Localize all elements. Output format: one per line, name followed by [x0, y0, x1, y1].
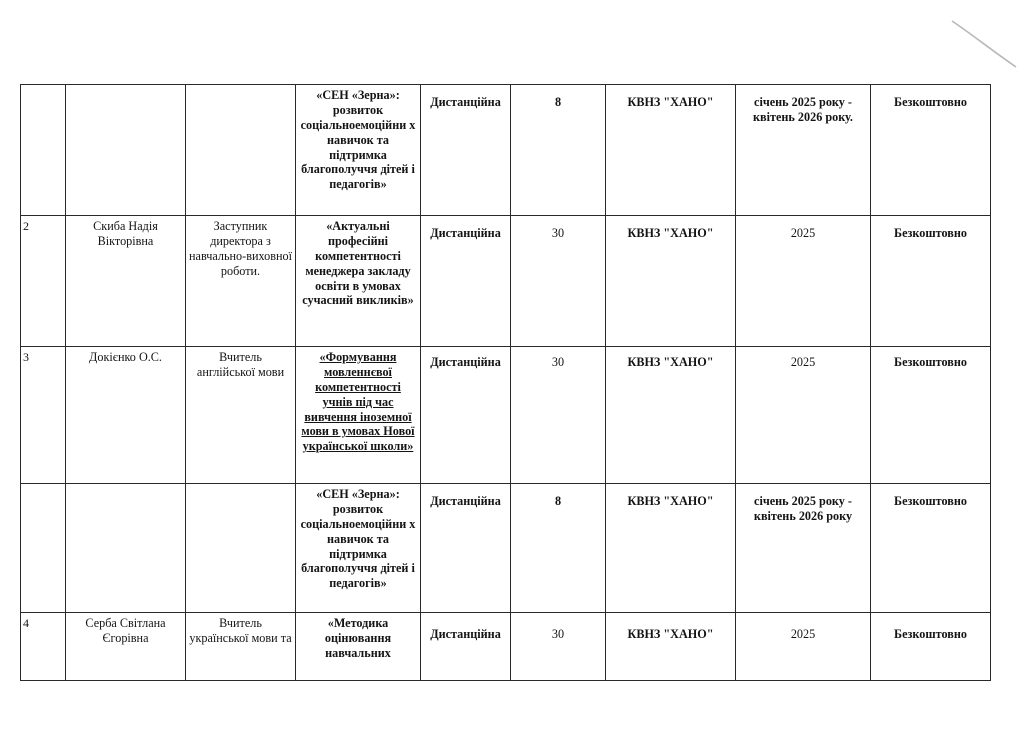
- study-term: 2025: [736, 613, 871, 681]
- course-title: «СЕН «Зерна»: розвиток соціальноемоційни х навичок та підтримка благополуччя дітей і педагогів»: [296, 484, 421, 613]
- organizer: КВНЗ "ХАНО": [606, 613, 736, 681]
- cost: Безкоштовно: [871, 484, 991, 613]
- study-format: Дистанційна: [421, 613, 511, 681]
- teacher-position: [186, 85, 296, 216]
- teacher-name: [66, 484, 186, 613]
- scan-artifact-line: [950, 15, 1020, 75]
- teacher-name: [66, 85, 186, 216]
- teacher-position: Вчитель англійської мови: [186, 347, 296, 484]
- hours-count: 8: [511, 484, 606, 613]
- table-row: [21, 613, 991, 681]
- course-title: «Формування мовленнєвої компетентності учнів під час вивчення іноземної мови в умовах Нової української школи»: [296, 347, 421, 484]
- hours-count: 30: [511, 216, 606, 347]
- row-number: [21, 484, 66, 613]
- teacher-name: Докієнко О.С.: [66, 347, 186, 484]
- study-term: січень 2025 року - квітень 2026 року.: [736, 85, 871, 216]
- teacher-position: Заступник директора з навчально-виховної роботи.: [186, 216, 296, 347]
- course-title: «Методика оцінювання навчальних: [296, 613, 421, 681]
- table-row: [21, 216, 991, 347]
- hours-count: 30: [511, 347, 606, 484]
- table-row: [21, 484, 991, 613]
- study-format: Дистанційна: [421, 347, 511, 484]
- study-format: Дистанційна: [421, 484, 511, 613]
- course-title: «Актуальні професійні компетентності менеджера закладу освіти в умовах сучасний викликів»: [296, 216, 421, 347]
- organizer: КВНЗ "ХАНО": [606, 347, 736, 484]
- organizer: КВНЗ "ХАНО": [606, 484, 736, 613]
- cost: Безкоштовно: [871, 613, 991, 681]
- study-format: Дистанційна: [421, 85, 511, 216]
- row-number: 4: [21, 613, 66, 681]
- organizer: КВНЗ "ХАНО": [606, 216, 736, 347]
- study-term: січень 2025 року - квітень 2026 року: [736, 484, 871, 613]
- training-plan-table: [20, 84, 991, 681]
- organizer: КВНЗ "ХАНО": [606, 85, 736, 216]
- teacher-position: [186, 484, 296, 613]
- study-term: 2025: [736, 216, 871, 347]
- teacher-position: Вчитель української мови та: [186, 613, 296, 681]
- hours-count: 30: [511, 613, 606, 681]
- hours-count: 8: [511, 85, 606, 216]
- cost: Безкоштовно: [871, 216, 991, 347]
- row-number: 3: [21, 347, 66, 484]
- study-format: Дистанційна: [421, 216, 511, 347]
- table-row: [21, 85, 991, 216]
- study-term: 2025: [736, 347, 871, 484]
- row-number: 2: [21, 216, 66, 347]
- cost: Безкоштовно: [871, 347, 991, 484]
- teacher-name: Серба Світлана Єгорівна: [66, 613, 186, 681]
- teacher-name: Скиба Надія Вікторівна: [66, 216, 186, 347]
- table-row: [21, 347, 991, 484]
- cost: Безкоштовно: [871, 85, 991, 216]
- course-title: «СЕН «Зерна»: розвиток соціальноемоційни х навичок та підтримка благополуччя дітей і педагогів»: [296, 85, 421, 216]
- row-number: [21, 85, 66, 216]
